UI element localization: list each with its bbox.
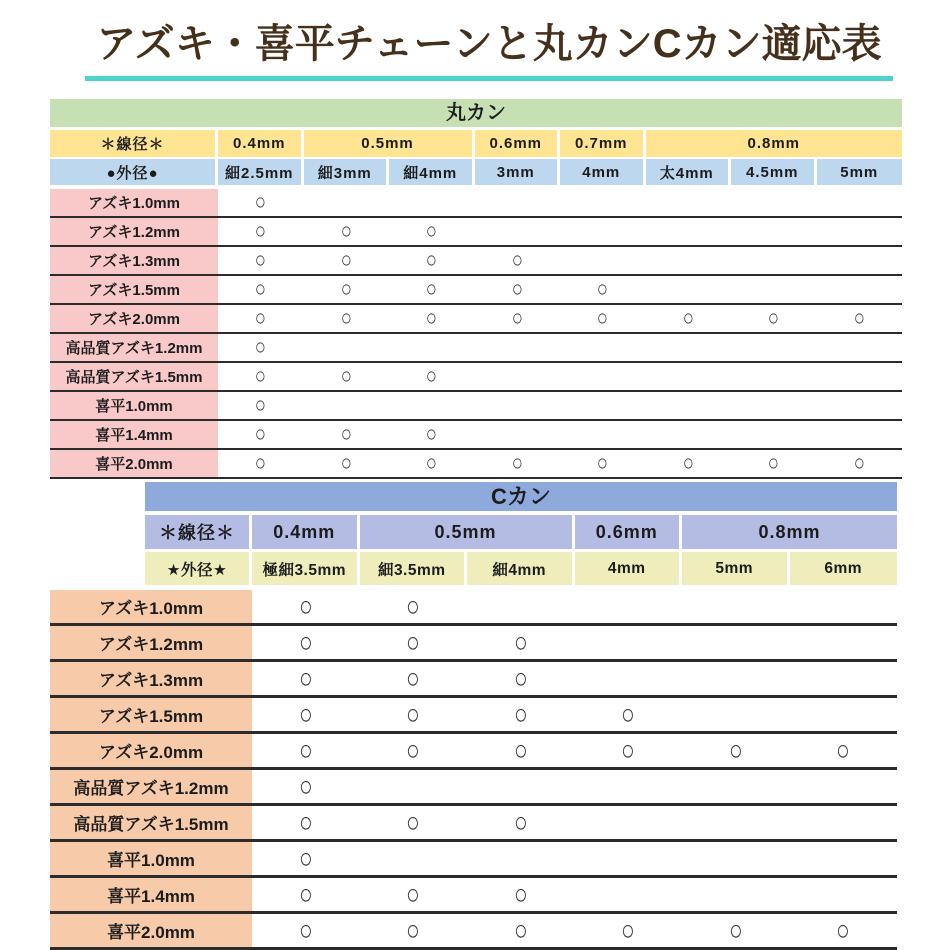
mark-cell <box>252 698 360 734</box>
mark-cell <box>252 734 360 770</box>
mark-cell <box>360 698 468 734</box>
maru-kan-data-grid <box>50 189 902 479</box>
mark-cell <box>252 842 360 878</box>
mark-cell <box>560 450 646 479</box>
mark-cell <box>560 305 646 334</box>
mark: ○ <box>728 913 743 947</box>
mark-cell <box>304 247 390 276</box>
row-label: 高品質アズキ1.2mm <box>50 334 218 363</box>
mark: ○ <box>406 697 421 731</box>
c-kan-table-header <box>145 482 897 585</box>
outer-diameter-label: ●外径● <box>50 159 218 185</box>
mark-cell <box>646 218 732 247</box>
mark: ○ <box>513 625 528 659</box>
row-label: 喜平1.0mm <box>50 392 218 421</box>
page-title: アズキ・喜平チェーンと丸カンCカン適応表 <box>85 12 893 81</box>
mark-cell <box>475 421 561 450</box>
mark-cell <box>360 662 468 698</box>
mark-cell <box>475 392 561 421</box>
mark-cell <box>646 247 732 276</box>
mark-cell <box>360 878 468 914</box>
mark-cell <box>560 276 646 305</box>
mark-cell <box>467 734 575 770</box>
mark: ○ <box>513 733 528 767</box>
mark: ○ <box>298 805 313 839</box>
mark-cell <box>646 363 732 392</box>
wire-diameter-label: ＊線径＊ <box>50 130 218 157</box>
mark-cell <box>475 218 561 247</box>
mark-cell <box>475 450 561 479</box>
mark-cell <box>817 392 903 421</box>
mark-cell <box>389 450 475 479</box>
mark-cell <box>790 698 898 734</box>
mark-cell <box>360 734 468 770</box>
mark-cell <box>360 590 468 626</box>
row-label: 喜平1.4mm <box>50 421 218 450</box>
mark-cell <box>731 334 817 363</box>
mark: ○ <box>298 661 313 695</box>
mark-cell <box>790 806 898 842</box>
mark: ○ <box>513 805 528 839</box>
row-label: 高品質アズキ1.5mm <box>50 806 252 842</box>
outer-size-cell: 4mm <box>560 159 646 185</box>
wire-size-cell: 0.4mm <box>218 130 304 157</box>
mark-cell <box>252 662 360 698</box>
mark-cell <box>304 392 390 421</box>
outer-size-cell: 5mm <box>817 159 903 185</box>
mark: ○ <box>597 305 609 331</box>
row-label: 喜平1.0mm <box>50 842 252 878</box>
row-label: アズキ1.0mm <box>50 189 218 218</box>
mark-cell <box>252 878 360 914</box>
row-label: アズキ2.0mm <box>50 305 218 334</box>
mark-cell <box>646 305 732 334</box>
mark-cell <box>304 305 390 334</box>
mark-cell <box>790 734 898 770</box>
row-label: 高品質アズキ1.5mm <box>50 363 218 392</box>
mark-cell <box>475 276 561 305</box>
mark: ○ <box>511 450 523 476</box>
mark-cell <box>817 334 903 363</box>
outer-diameter-label: ★外径★ <box>145 552 252 585</box>
mark: ○ <box>406 661 421 695</box>
mark-cell <box>817 421 903 450</box>
mark: ○ <box>406 625 421 659</box>
mark-cell <box>731 450 817 479</box>
mark: ○ <box>298 877 313 911</box>
mark: ○ <box>298 697 313 731</box>
mark-cell <box>817 189 903 218</box>
mark-cell <box>575 878 683 914</box>
wire-diameter-label: ＊線径＊ <box>145 515 252 549</box>
wire-size-cell: 0.5mm <box>304 130 475 157</box>
mark: ○ <box>255 189 267 215</box>
row-label: アズキ1.2mm <box>50 218 218 247</box>
mark: ○ <box>406 589 421 623</box>
mark: ○ <box>298 769 313 803</box>
mark: ○ <box>298 625 313 659</box>
mark-cell <box>790 590 898 626</box>
mark: ○ <box>513 661 528 695</box>
mark: ○ <box>298 841 313 875</box>
mark-cell <box>646 334 732 363</box>
outer-size-cell: 太4mm <box>646 159 732 185</box>
mark-cell <box>817 218 903 247</box>
mark: ○ <box>853 305 865 331</box>
mark-cell <box>682 626 790 662</box>
mark-cell <box>218 392 304 421</box>
row-label: 喜平1.4mm <box>50 878 252 914</box>
mark-cell <box>731 421 817 450</box>
mark-cell <box>467 806 575 842</box>
mark-cell <box>252 806 360 842</box>
mark-cell <box>304 276 390 305</box>
mark-cell <box>389 276 475 305</box>
mark-cell <box>790 770 898 806</box>
outer-size-cell: 細2.5mm <box>218 159 304 185</box>
mark: ○ <box>255 421 267 447</box>
mark-cell <box>682 770 790 806</box>
mark-cell <box>467 662 575 698</box>
row-label: アズキ1.3mm <box>50 247 218 276</box>
mark-cell <box>218 305 304 334</box>
mark: ○ <box>340 305 352 331</box>
mark: ○ <box>298 733 313 767</box>
mark: ○ <box>255 450 267 476</box>
row-label: アズキ1.0mm <box>50 590 252 626</box>
mark: ○ <box>682 450 694 476</box>
maru-kan-table <box>50 99 902 479</box>
mark-cell <box>817 247 903 276</box>
mark: ○ <box>255 218 267 244</box>
mark: ○ <box>768 305 780 331</box>
mark-cell <box>218 363 304 392</box>
row-label: 喜平2.0mm <box>50 450 218 479</box>
mark: ○ <box>340 247 352 273</box>
mark-cell <box>560 421 646 450</box>
mark-cell <box>218 421 304 450</box>
wire-size-cell: 0.4mm <box>252 515 360 549</box>
c-kan-table-title: Cカン <box>145 482 897 511</box>
mark-cell <box>790 842 898 878</box>
mark-cell <box>682 590 790 626</box>
wire-size-cell: 0.5mm <box>360 515 575 549</box>
mark-cell <box>817 450 903 479</box>
mark-cell <box>360 770 468 806</box>
outer-size-cell: 細4mm <box>467 552 575 585</box>
mark: ○ <box>426 363 438 389</box>
mark-cell <box>475 305 561 334</box>
mark-cell <box>682 662 790 698</box>
mark: ○ <box>255 392 267 418</box>
mark: ○ <box>513 913 528 947</box>
mark-cell <box>389 363 475 392</box>
row-label: アズキ1.5mm <box>50 276 218 305</box>
mark: ○ <box>340 276 352 302</box>
mark-cell <box>475 363 561 392</box>
outer-size-cell: 細4mm <box>389 159 475 185</box>
mark-cell <box>360 806 468 842</box>
row-label: 喜平2.0mm <box>50 914 252 950</box>
mark-cell <box>389 392 475 421</box>
mark-cell <box>575 662 683 698</box>
wire-size-cell: 0.8mm <box>682 515 897 549</box>
mark-cell <box>575 734 683 770</box>
mark: ○ <box>255 247 267 273</box>
mark-cell <box>252 914 360 950</box>
mark: ○ <box>621 913 636 947</box>
wire-size-cell: 0.8mm <box>646 130 903 157</box>
outer-size-cell: 細3.5mm <box>360 552 468 585</box>
mark: ○ <box>511 305 523 331</box>
mark: ○ <box>513 697 528 731</box>
mark-cell <box>575 770 683 806</box>
mark-cell <box>560 392 646 421</box>
mark-cell <box>731 363 817 392</box>
mark-cell <box>560 218 646 247</box>
mark: ○ <box>255 276 267 302</box>
mark-cell <box>389 305 475 334</box>
mark-cell <box>304 450 390 479</box>
mark-cell <box>790 878 898 914</box>
mark-cell <box>731 305 817 334</box>
mark-cell <box>389 421 475 450</box>
mark-cell <box>731 392 817 421</box>
mark-cell <box>389 334 475 363</box>
outer-size-cell: 細3mm <box>304 159 390 185</box>
mark: ○ <box>426 218 438 244</box>
mark-cell <box>646 276 732 305</box>
mark: ○ <box>406 733 421 767</box>
mark-cell <box>467 590 575 626</box>
mark-cell <box>560 334 646 363</box>
mark: ○ <box>682 305 694 331</box>
mark: ○ <box>298 913 313 947</box>
mark-cell <box>682 878 790 914</box>
mark-cell <box>575 806 683 842</box>
mark-cell <box>817 363 903 392</box>
mark: ○ <box>853 450 865 476</box>
mark-cell <box>817 276 903 305</box>
mark: ○ <box>836 913 851 947</box>
mark-cell <box>389 218 475 247</box>
row-label: アズキ1.3mm <box>50 662 252 698</box>
mark-cell <box>467 914 575 950</box>
mark: ○ <box>426 450 438 476</box>
mark: ○ <box>406 805 421 839</box>
mark: ○ <box>426 421 438 447</box>
mark: ○ <box>768 450 780 476</box>
mark: ○ <box>511 276 523 302</box>
wire-size-cell: 0.6mm <box>575 515 683 549</box>
outer-size-cell: 4mm <box>575 552 683 585</box>
mark-cell <box>731 247 817 276</box>
mark-cell <box>467 878 575 914</box>
maru-kan-table-title: 丸カン <box>50 99 902 127</box>
mark-cell <box>467 842 575 878</box>
mark: ○ <box>255 363 267 389</box>
mark-cell <box>646 421 732 450</box>
mark: ○ <box>728 733 743 767</box>
mark: ○ <box>621 697 636 731</box>
mark-cell <box>646 189 732 218</box>
mark-cell <box>682 842 790 878</box>
mark-cell <box>360 914 468 950</box>
mark: ○ <box>513 877 528 911</box>
mark-cell <box>575 914 683 950</box>
mark-cell <box>467 698 575 734</box>
mark-cell <box>790 662 898 698</box>
mark: ○ <box>511 247 523 273</box>
mark: ○ <box>836 733 851 767</box>
mark: ○ <box>255 334 267 360</box>
c-kan-table-data <box>50 590 897 950</box>
mark-cell <box>389 247 475 276</box>
mark: ○ <box>621 733 636 767</box>
mark-cell <box>575 842 683 878</box>
row-label: アズキ1.2mm <box>50 626 252 662</box>
mark-cell <box>682 734 790 770</box>
mark: ○ <box>340 450 352 476</box>
mark-cell <box>467 770 575 806</box>
mark-cell <box>304 189 390 218</box>
mark-cell <box>218 247 304 276</box>
mark-cell <box>304 421 390 450</box>
mark-cell <box>218 218 304 247</box>
mark-cell <box>646 392 732 421</box>
mark-cell <box>218 450 304 479</box>
wire-size-cell: 0.6mm <box>475 130 561 157</box>
mark-cell <box>560 247 646 276</box>
mark: ○ <box>340 218 352 244</box>
mark-cell <box>731 218 817 247</box>
row-label: 高品質アズキ1.2mm <box>50 770 252 806</box>
mark-cell <box>304 334 390 363</box>
mark-cell <box>682 914 790 950</box>
mark-cell <box>304 218 390 247</box>
mark: ○ <box>406 913 421 947</box>
mark: ○ <box>597 276 609 302</box>
mark-cell <box>575 698 683 734</box>
mark: ○ <box>426 276 438 302</box>
c-kan-data-grid <box>50 590 897 950</box>
mark: ○ <box>255 305 267 331</box>
mark: ○ <box>406 877 421 911</box>
mark: ○ <box>426 247 438 273</box>
mark-cell <box>682 698 790 734</box>
mark-cell <box>817 305 903 334</box>
c-kan-outer-diameter-row <box>145 552 897 585</box>
mark-cell <box>252 770 360 806</box>
mark-cell <box>360 842 468 878</box>
mark-cell <box>560 189 646 218</box>
mark-cell <box>790 914 898 950</box>
mark-cell <box>682 806 790 842</box>
mark-cell <box>218 334 304 363</box>
mark-cell <box>252 590 360 626</box>
mark-cell <box>646 450 732 479</box>
wire-size-cell: 0.7mm <box>560 130 646 157</box>
mark: ○ <box>298 589 313 623</box>
mark-cell <box>731 189 817 218</box>
mark-cell <box>790 626 898 662</box>
mark-cell <box>560 363 646 392</box>
mark-cell <box>475 247 561 276</box>
c-kan-wire-diameter-row <box>145 515 897 549</box>
outer-size-cell: 極細3.5mm <box>252 552 360 585</box>
row-label: アズキ1.5mm <box>50 698 252 734</box>
outer-size-cell: 6mm <box>790 552 898 585</box>
mark-cell <box>304 363 390 392</box>
mark-cell <box>575 626 683 662</box>
row-label: アズキ2.0mm <box>50 734 252 770</box>
outer-size-cell: 3mm <box>475 159 561 185</box>
mark-cell <box>218 276 304 305</box>
mark-cell <box>360 626 468 662</box>
mark-cell <box>731 276 817 305</box>
mark-cell <box>467 626 575 662</box>
mark-cell <box>252 626 360 662</box>
outer-size-cell: 4.5mm <box>731 159 817 185</box>
mark: ○ <box>597 450 609 476</box>
mark-cell <box>389 189 475 218</box>
maru-kan-outer-diameter-row <box>50 159 902 185</box>
mark: ○ <box>426 305 438 331</box>
mark: ○ <box>340 421 352 447</box>
maru-kan-wire-diameter-row <box>50 130 902 157</box>
mark-cell <box>475 189 561 218</box>
mark-cell <box>475 334 561 363</box>
mark: ○ <box>340 363 352 389</box>
mark-cell <box>575 590 683 626</box>
outer-size-cell: 5mm <box>682 552 790 585</box>
mark-cell <box>218 189 304 218</box>
